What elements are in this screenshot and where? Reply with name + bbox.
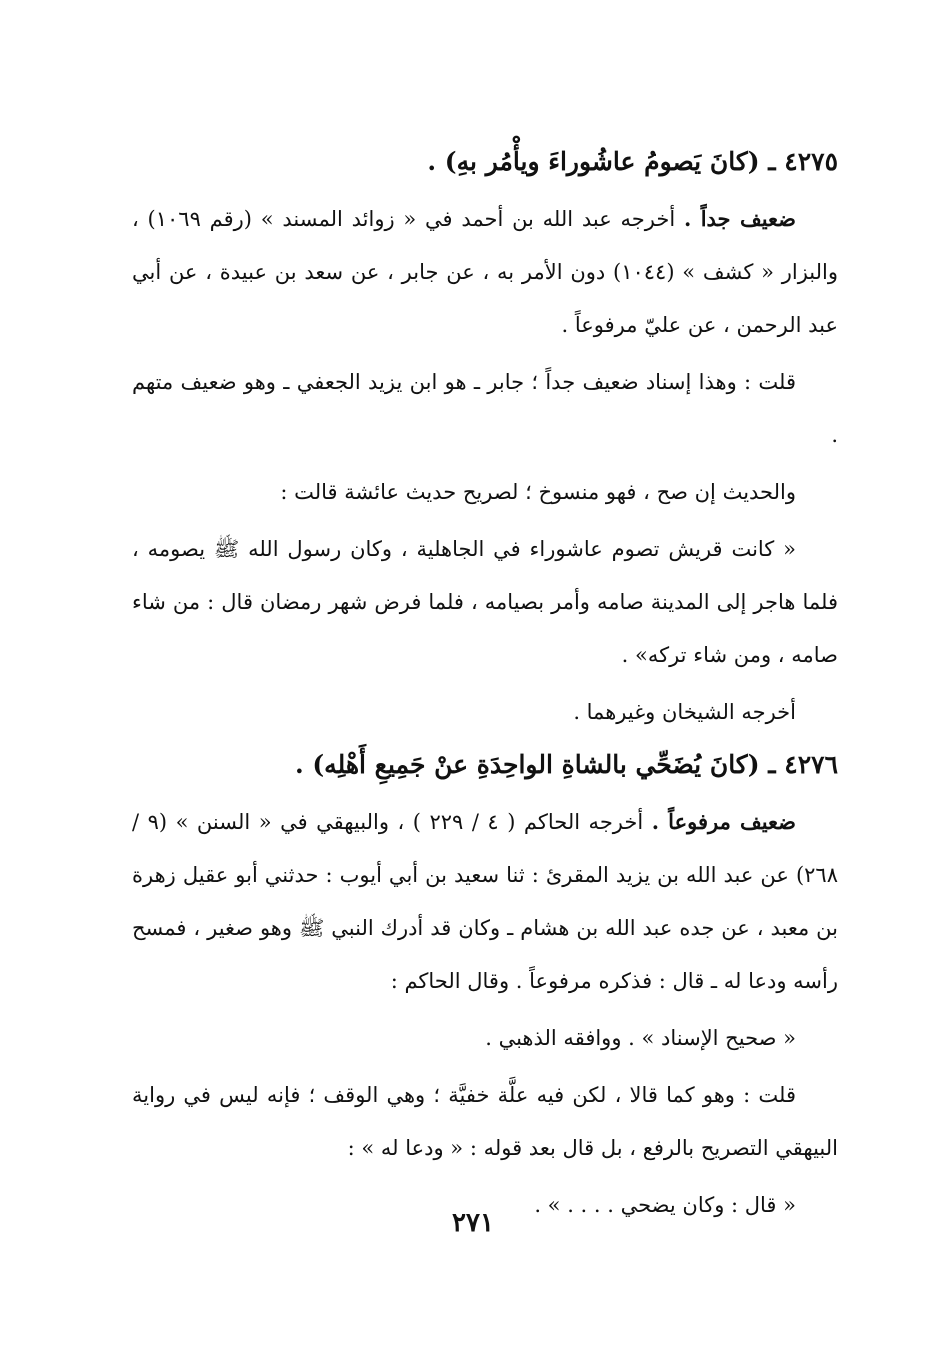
page-body xyxy=(132,140,838,1236)
quoted-narration: « قال : وكان يضحي . . . . » . xyxy=(534,1193,796,1217)
quoted-verdict: « صحيح الإسناد » . ووافقه الذهبي . xyxy=(485,1026,796,1050)
takhrij-paragraph xyxy=(132,192,838,352)
source-note: أخرجه الشيخان وغيرهما . xyxy=(573,700,796,724)
quoted-hadith: « كانت قريش تصوم عاشوراء في الجاهلية ، وكان رسول الله ﷺ يصومه ، فلما هاجر إلى المدينة صامه وأمر بصيامه ، فلما فرض شهر رمضان قال : من شاء صامه ، ومن شاء تركه» . xyxy=(132,537,838,667)
page-number: ٢٧١ xyxy=(452,1208,494,1238)
takhrij-paragraph xyxy=(132,795,838,1008)
hadith-heading: ٤٢٧٦ ـ (كانَ يُضَحِّي بالشاةِ الواحِدَةِ عنْ جَمِيعِ أَهْلِه) . xyxy=(294,750,838,779)
takhrij-text: أخرجه الحاكم ( ٤ / ٢٢٩ ) ، والبيهقي في « السنن » (٩ / ٢٦٨) عن عبد الله بن يزيد المقرئ : ثنا سعيد بن أبي أيوب : حدثني أبو عقيل زهرة بن معبد ، عن جده عبد الله بن هشام ـ وكان قد أدرك النبي ﷺ وهو صغير ، فمسح رأسه ودعا له ـ قال : فذكره مرفوعاً . وقال الحاكم : xyxy=(132,810,838,993)
hadith-entry-4276 xyxy=(132,743,838,1232)
takhrij-text: أخرجه عبد الله بن أحمد في « زوائد المسند » (رقم ١٠٦٩) ، والبزار « كشف » (١٠٤٤) دون الأمر به ، عن جابر ، عن سعد بن عبيدة ، عن أبي عبد الرحمن ، عن عليّ مرفوعاً . xyxy=(132,207,839,337)
commentary-paragraph: قلت : وهذا إسناد ضعيف جداً ؛ جابر ـ هو ابن يزيد الجعفي ـ وهو ضعيف متهم . xyxy=(132,370,838,447)
hadith-entry-4275 xyxy=(132,140,838,739)
commentary-paragraph: قلت : وهو كما قالا ، لكن فيه علَّة خفيَّة ؛ وهي الوقف ؛ فإنه ليس في رواية البيهقي التصريح بالرفع ، بل قال بعد قوله : « ودعا له » : xyxy=(132,1083,838,1160)
hadith-grade: ضعيف مرفوعاً . xyxy=(651,809,796,834)
commentary-paragraph: والحديث إن صح ، فهو منسوخ ؛ لصريح حديث عائشة قالت : xyxy=(280,480,796,504)
hadith-grade: ضعيف جداً . xyxy=(683,206,796,231)
hadith-heading: ٤٢٧٥ ـ (كانَ يَصومُ عاشُوراءَ ويأْمُر بهِ) . xyxy=(427,147,838,176)
